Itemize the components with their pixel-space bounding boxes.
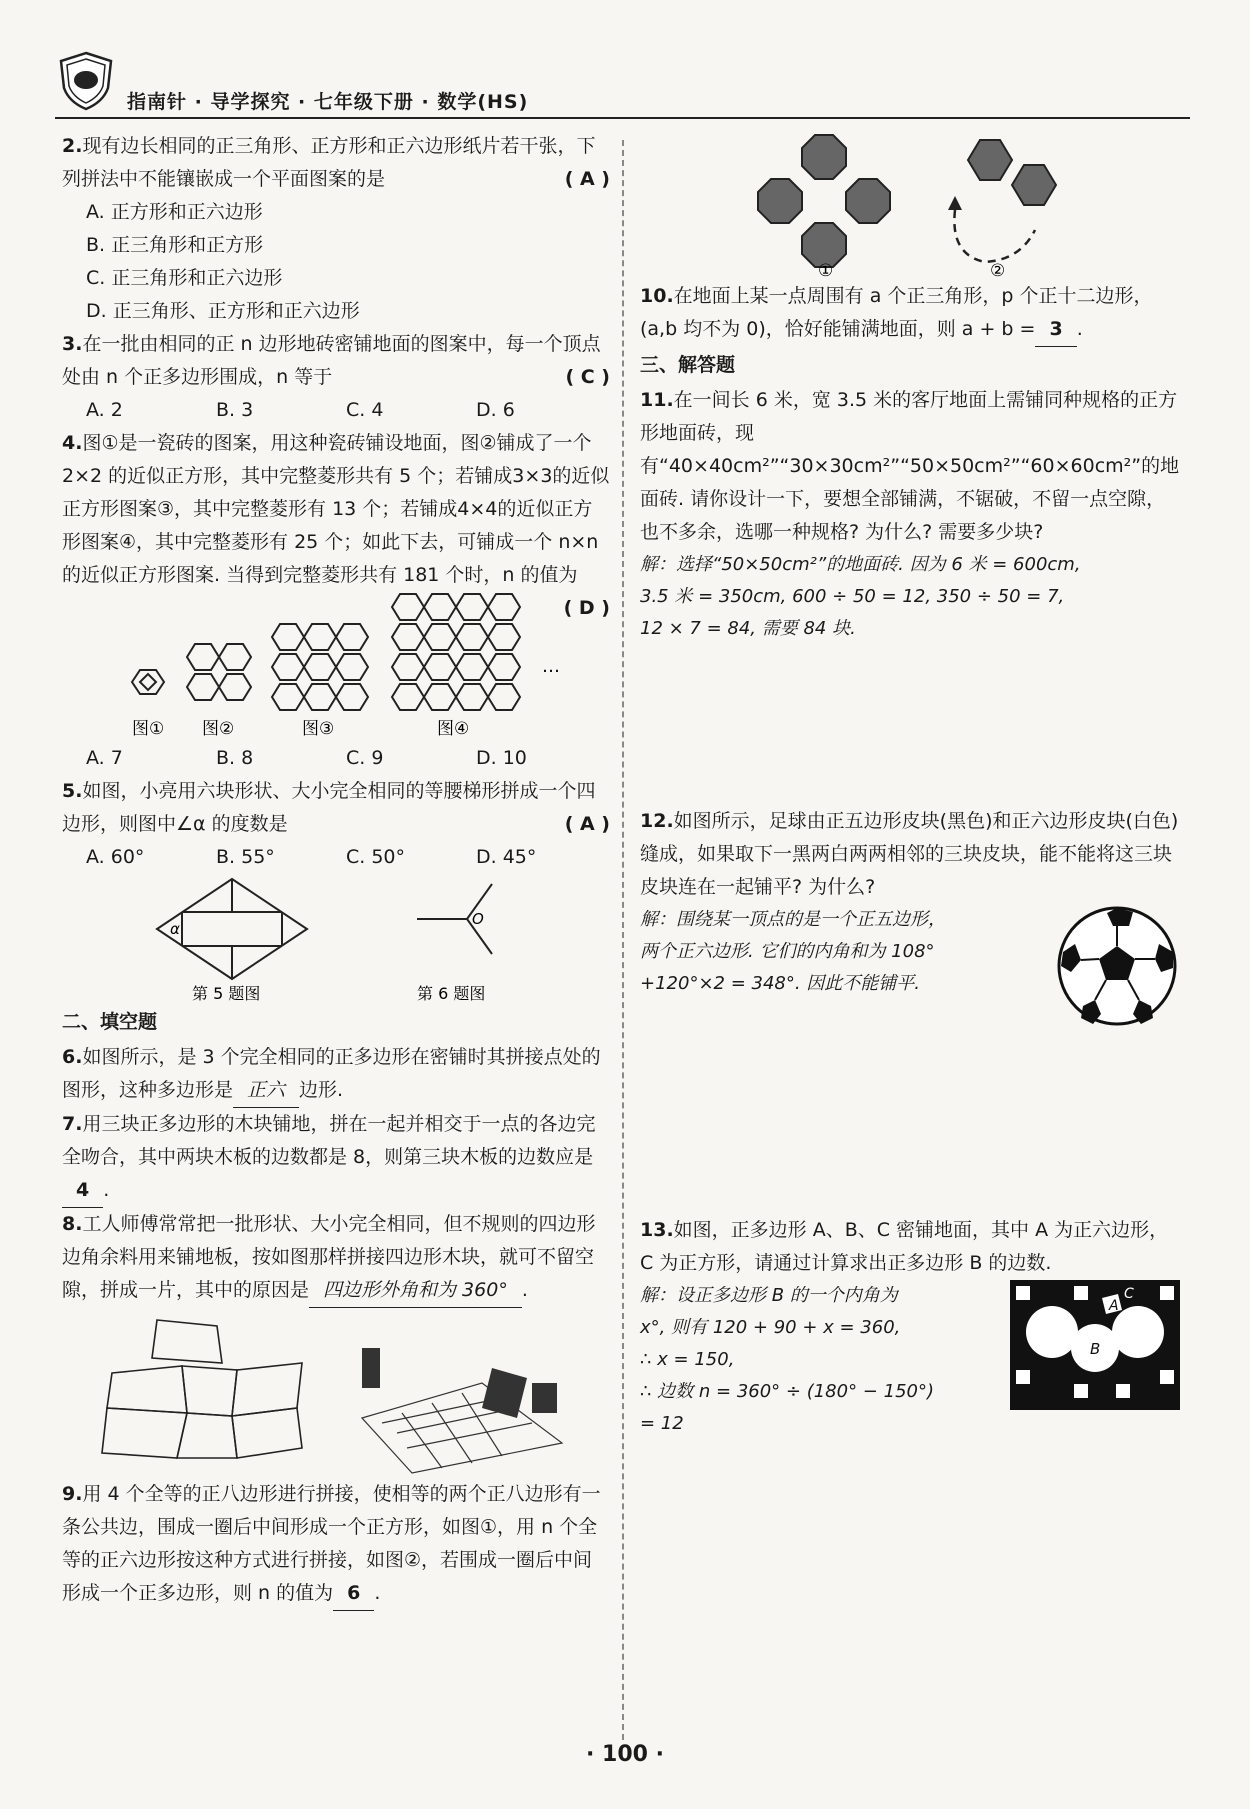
question-12: 12.如图所示，足球由正五边形皮块(黑色)和正六边形皮块(白色)缝成，如果取下一黑两白两两相邻的三块皮块，能不能将这三块皮块连在一起铺平? 为什么? (640, 810, 1179, 898)
answer-8: 四边形外角和为 360° (309, 1274, 522, 1308)
q4-fig-label-3: 图③ (302, 719, 335, 739)
q12-solution-block (640, 904, 1180, 1034)
question-10: 10.在地面上某一点周围有 a 个正三角形，p 个正十二边形，(a,b 均不为 0)，恰好能铺满地面，则 a + b = 3 . (640, 280, 1180, 347)
label-b: B (1090, 1340, 1101, 1358)
fig6-caption: 第 6 题图 (417, 984, 486, 1003)
q13-solution-block (640, 1280, 1180, 1450)
q4-ellipsis: … (542, 656, 560, 677)
question-6: 6.如图所示，是 3 个完全相同的正多边形在密铺时其拼接点处的图形，这种多边形是 正六 边形. (62, 1041, 610, 1108)
q2-option-a: A. 正方形和正六边形 (86, 201, 263, 223)
o-label: O (472, 910, 484, 928)
column-divider (622, 140, 624, 1740)
q4-fig-label-4: 图④ (437, 719, 470, 739)
question-13: 13.如图，正多边形 A、B、C 密铺地面，其中 A 为正六边形，C 为正方形，请通过计算求出正多边形 B 的边数. (640, 1219, 1169, 1274)
fig5-caption: 第 5 题图 (192, 984, 261, 1003)
question-11: 11.在一间长 6 米，宽 3.5 米的客厅地面上需铺同种规格的正方形地面砖，现有“40×40cm²”“30×30cm²”“50×50cm²”“60×60cm²”的地面砖. 请你设计一下，要想全部铺满，不锯破，不留一点空隙，也不多余，选哪一种规格? 为什么? 需要多少块? (640, 389, 1180, 543)
page-number: · 100 · (586, 1742, 664, 1767)
q5-options: A. 60° B. 55° C. 50° D. 45° (86, 846, 537, 868)
question-5: 5.如图，小亮用六块形状、大小完全相同的等腰梯形拼成一个四边形，则图中∠α 的度数是 ( A ) (62, 775, 610, 841)
answer-5: ( A ) (564, 813, 610, 835)
section-2-heading: 二、填空题 (62, 1011, 158, 1033)
question-7: 7.用三块正多边形的木块铺地，拼在一起并相交于一点的各边完全吻合，其中两块木板的边数都是 8，则第三块木板的边数应是4 . (62, 1108, 610, 1208)
section-3-heading: 三、解答题 (640, 354, 736, 376)
header-title: 指南针 · 导学探究 · 七年级下册 · 数学(HS) (127, 91, 529, 113)
answer-10: 3 (1035, 313, 1076, 347)
answer-7: 4 (62, 1174, 103, 1208)
answer-4: ( D ) (563, 597, 610, 619)
q4-options: A. 7 B. 8 C. 9 D. 10 (86, 747, 527, 769)
question-2: 2.现有边长相同的正三角形、正方形和正六边形纸片若干张，下列拼法中不能镶嵌成一个平面图案的是 ( A ) (62, 130, 610, 196)
q2-option-d: D. 正三角形、正方形和正六边形 (86, 300, 360, 322)
q3-options: A. 2 B. 3 C. 4 D. 6 (86, 399, 515, 421)
soccer-ball-figure (1055, 904, 1180, 1029)
header-rule (55, 117, 1190, 119)
answer-9: 6 (333, 1577, 374, 1611)
label-a: A (1109, 1298, 1119, 1314)
right-column (640, 130, 1180, 1450)
shield-logo-icon (55, 50, 117, 112)
label-c: C (1124, 1286, 1134, 1302)
q9-octagon-hexagon-figures (640, 130, 1180, 280)
question-9: 9.用 4 个全等的正八边形进行拼接，使相等的两个正八边形有一条公共边，围成一圈后中间形成一个正方形，如图①，用 n 个全等的正六边形按这种方式进行拼接，如图②，若围成一圈后中间形成一个正多边形，则 n 的值为 6 . (62, 1478, 610, 1611)
q8-quadrilateral-tiling-figure (62, 1308, 610, 1478)
q2-option-b: B. 正三角形和正方形 (86, 234, 264, 256)
question-8: 8.工人师傅常常把一批形状、大小完全相同，但不规则的四边形边角余料用来铺地板，按如图那样拼接四边形木块，就可不留空隙，拼成一片，其中的原因是 四边形外角和为 360° . (62, 1208, 610, 1308)
q13-solution: 解：设正多边形 B 的一个内角为 x°, 则有 120 + 90 + x = 360, ∴ x = 150, ∴ 边数 n = 360° ÷ (180° − 150°) = 12 (640, 1285, 934, 1434)
q4-tile-figures (62, 592, 562, 742)
q12-solution: 解：围绕某一顶点的是一个正五边形， 两个正六边形. 它们的内角和为 108° +120°×2 = 348°. 因此不能铺平. (640, 909, 946, 994)
q11-solution: 解：选择“50×50cm²”的地面砖. 因为 6 米 = 600cm, 3.5 米 = 350cm, 600 ÷ 50 = 12, 350 ÷ 50 = 7, 12 × 7 = 84, 需要 84 块. (640, 554, 1081, 639)
question-4: 4.图①是一瓷砖的图案，用这种瓷砖铺设地面，图②铺成了一个 2×2 的近似正方形，其中完整菱形共有 5 个；若铺成3×3的近似正方形图案③，其中完整菱形有 13 个；若铺成4×4的近似正方形图案④，其中完整菱形有 25 个；如此下去，可铺成一个 n×n 的近似正方形图案. 当得到完整菱形共有 181 个时，n 的值为 ( D ) (62, 427, 610, 592)
q13-tiling-figure (1010, 1280, 1180, 1410)
q9-fig-label-1: ① (818, 261, 834, 280)
q5-q6-figures (62, 874, 610, 1004)
page-header (55, 45, 1190, 125)
answer-6: 正六 (233, 1074, 299, 1108)
q2-option-c: C. 正三角形和正六边形 (86, 267, 283, 289)
answer-2: ( A ) (564, 168, 610, 190)
q4-fig-label-1: 图① (132, 719, 165, 739)
question-3: 3.在一批由相同的正 n 边形地砖密铺地面的图案中，每一个顶点处由 n 个正多边形围成，n 等于 ( C ) (62, 328, 610, 394)
q4-fig-label-2: 图② (202, 719, 235, 739)
alpha-label: α (170, 920, 180, 938)
left-column (62, 130, 610, 1611)
answer-3: ( C ) (565, 366, 610, 388)
q9-fig-label-2: ② (990, 261, 1006, 280)
